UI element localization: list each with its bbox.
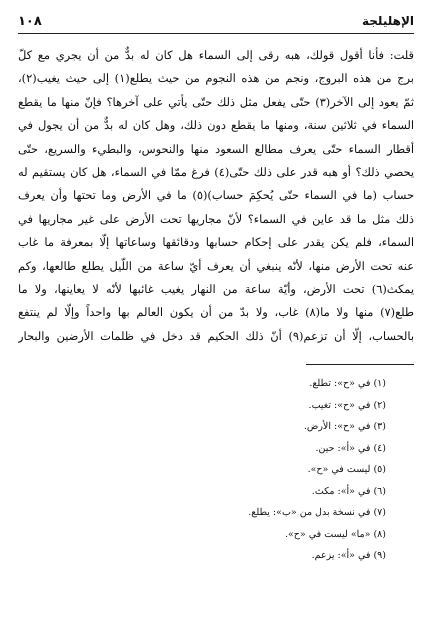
footnotes (18, 373, 414, 567)
footnote: (٧) في نسخة بدل من «ب»: يطلع. (248, 507, 386, 519)
footnote: (٨) «ما» ليست في «ح». (284, 528, 386, 540)
body-line: ثمّ يعود إلى الآخر(٣) حتّى يفعل مثل ذلك حتّى يأتي على آخرها؟ فإنّ منها ما يقطع (18, 94, 414, 109)
body-line: السماء، فلم يكن يقدر على إحكام حسابها ودقائقها وساعاتها إلّا بمعرفة ما غاب (18, 235, 414, 250)
page-number: ١٠٨ (18, 14, 42, 29)
footnote: (١) في «ح»: تطلع. (309, 378, 386, 390)
body-text (18, 44, 414, 348)
body-line: يحصي ذلك؟ أو هبه قدر على ذلك حتّى(٤) فرغ ممّا في السماء، هل كان يستقيم له (18, 165, 414, 180)
body-line: برج من هذه البروج، ونجم من هذه النجوم من حيث يطلع(١) إلى حيث يغيب(٢)، (18, 71, 414, 86)
footnote: (٣) في «ح»: الأرض. (303, 421, 386, 433)
footnote: (٩) في «أ»: يزعم. (311, 550, 386, 562)
header-rule (18, 33, 414, 34)
body-line: السماء في ثلاثين سنة، ومنها ما يقطع دون ذلك، وهل كان له بدٌّ من أن يجول في (18, 118, 414, 133)
document-page (18, 14, 414, 608)
footnote: (٢) في «ح»: تغيب. (308, 399, 386, 411)
body-line: قلت: فأنا أقول قولك، هبه رقى إلى السماء هل كان له بدٌّ من أن يجري مع كلّ (18, 48, 414, 62)
page-header (18, 14, 414, 34)
running-title: الإهليلجة (362, 14, 414, 28)
footnote-rule (306, 364, 414, 365)
footnote: (٦) في «أ»: مكث. (311, 485, 386, 497)
body-line: طلع(٧) منها ولا ما(٨) غاب، ولا بدّ من أن يكون العالم بها واحداً وإلّا لم ينتفع (18, 305, 414, 320)
body-line: حساب (ما في السماء حتّى يُحكِمَ حساب)(٥) ما في الأرض وما تحتها وأن يعرف (18, 188, 414, 203)
body-line: أقطار السماء حتّى يعرف مطالع السعود منها والنحوس، والبطيء والسريع، حتّى (18, 141, 414, 156)
body-line: يمكث(٦) تحت الأرض، وأيّة ساعة من النهار يغيب غائبها لأنّه لا يعاينها، ولا ما (18, 282, 414, 297)
body-line: بالحساب، إلّا أن تزعم(٩) أنّ ذلك الحكيم قد دخل في ظلمات الأرضين والبحار (18, 328, 414, 343)
footnote: (٥) ليست في «ح». (307, 464, 386, 476)
body-line: عنه تحت الأرض منها، لأنّه ينبغي أن يعرف أيّ ساعة من اللّيل يطلع طالعها، وكم (18, 258, 414, 273)
body-line: ذلك مثل ما قد عاين في السماء؟ لأنّ مجاريها تحت الأرض على غير مجاريها في (18, 211, 414, 226)
footnote: (٤) في «أ»: حين. (315, 442, 386, 454)
